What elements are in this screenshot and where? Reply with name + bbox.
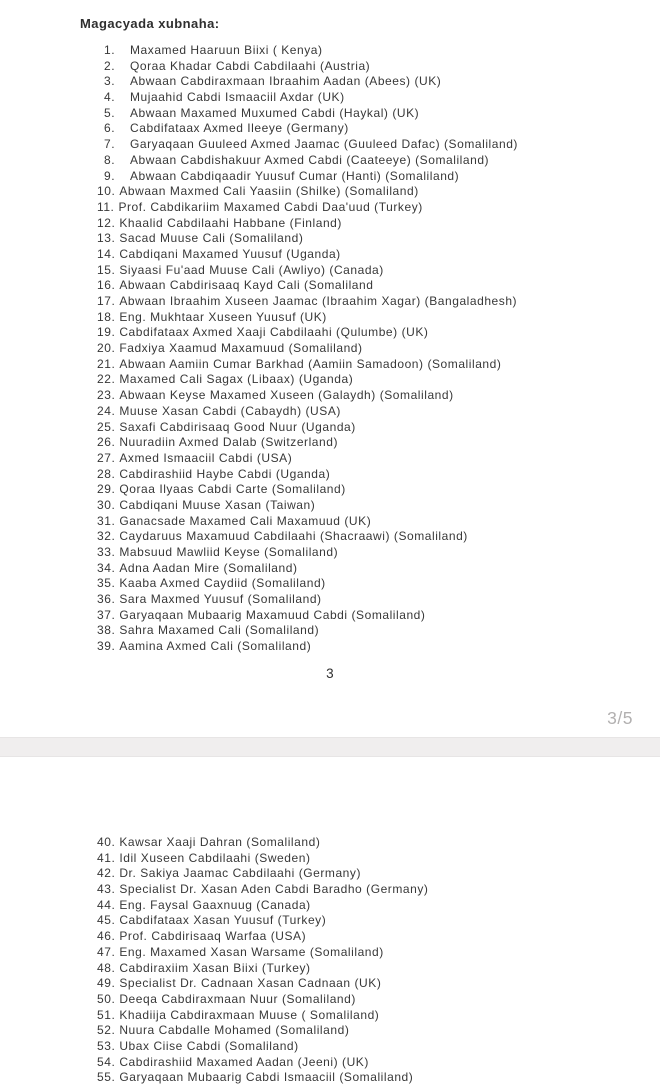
item-number: 37. [97, 607, 116, 622]
item-name: Khaalid Cabdilaahi Habbane (Finland) [119, 215, 342, 230]
item-name: Ubax Ciise Cabdi (Somaliland) [119, 1038, 299, 1053]
list-item [97, 529, 650, 545]
item-number: 35. [97, 576, 116, 591]
item-name: Eng. Mukhtaar Xuseen Yuusuf (UK) [119, 309, 327, 324]
page-indicator-badge: 3/5 [607, 708, 633, 728]
list-item [97, 945, 650, 961]
item-number: 1. [104, 43, 116, 57]
item-number: 49. [97, 976, 116, 991]
list-item [97, 576, 650, 592]
item-number: 41. [97, 850, 116, 865]
list-item [97, 1039, 650, 1055]
item-name: Mabsuud Mawliid Keyse (Somaliland) [119, 545, 339, 559]
item-number: 33. [97, 545, 116, 559]
document-page-4 [0, 757, 660, 1092]
item-name: Nuura Cabdalle Mohamed (Somaliland) [119, 1023, 350, 1038]
list-item [97, 561, 650, 577]
item-number: 12. [97, 215, 116, 230]
list-item [97, 1008, 650, 1024]
item-name: Abwaan Cabdishakuur Axmed Cabdi (Caateeye) (Somaliland) [130, 152, 490, 167]
item-name: Specialist Dr. Xasan Aden Cabdi Baradho (Germany) [119, 882, 429, 897]
item-name: Eng. Faysal Gaaxnuug (Canada) [119, 897, 311, 912]
item-name: Sacad Muuse Cali (Somaliland) [119, 231, 304, 246]
list-item [97, 184, 650, 200]
list-item [97, 43, 650, 59]
list-item [97, 310, 650, 326]
item-number: 19. [97, 325, 116, 340]
item-name: Axmed Ismaaciil Cabdi (USA) [119, 450, 293, 465]
item-name: Caydaruus Maxamuud Cabdilaahi (Shacraawi) (Somaliland) [119, 529, 468, 544]
list-item [97, 498, 650, 514]
list-item [97, 623, 650, 639]
list-item [97, 882, 650, 898]
list-item [97, 514, 650, 530]
list-item [97, 898, 650, 914]
list-item [97, 1070, 650, 1086]
list-item [97, 90, 650, 106]
item-number: 4. [104, 90, 116, 105]
item-name: Khadiija Cabdiraxmaan Muuse ( Somaliland) [119, 1007, 380, 1022]
page-gap-divider [0, 737, 660, 757]
item-number: 21. [97, 356, 116, 371]
item-name: Prof. Cabdirisaaq Warfaa (USA) [119, 929, 307, 944]
document-heading: Magacyada xubnaha: [80, 16, 220, 31]
item-number: 54. [97, 1054, 116, 1069]
item-name: Adna Aadan Mire (Somaliland) [119, 560, 298, 575]
item-name: Abwaan Cabdirisaaq Kayd Cali (Somaliland [119, 278, 374, 293]
item-number: 44. [97, 897, 116, 912]
list-item [97, 992, 650, 1008]
item-name: Saxafi Cabdirisaaq Good Nuur (Uganda) [119, 419, 356, 434]
item-number: 11. [97, 199, 115, 214]
member-list-40-55 [97, 835, 650, 1086]
list-item [97, 247, 650, 263]
list-item [97, 1055, 650, 1071]
list-item [97, 341, 650, 357]
item-name: Maxamed Haaruun Biixi ( Kenya) [130, 43, 323, 57]
item-name: Cabdiqani Muuse Xasan (Taiwan) [119, 497, 316, 512]
item-name: Abwaan Cabdiqaadir Yuusuf Cumar (Hanti) (Somaliland) [130, 168, 460, 183]
item-name: Fadxiya Xaamud Maxamuud (Somaliland) [119, 341, 363, 356]
list-item [97, 608, 650, 624]
list-item [97, 961, 650, 977]
list-item [97, 278, 650, 294]
list-item [97, 976, 650, 992]
item-number: 32. [97, 529, 116, 544]
page-footer-number: 3 [326, 666, 334, 681]
item-name: Qoraa Ilyaas Cabdi Carte (Somaliland) [119, 482, 346, 497]
item-number: 2. [104, 58, 116, 73]
list-item [97, 929, 650, 945]
item-name: Muuse Xasan Cabdi (Cabaydh) (USA) [119, 403, 341, 418]
list-item [97, 137, 650, 153]
list-item [97, 451, 650, 467]
list-item [97, 372, 650, 388]
item-number: 7. [104, 137, 116, 152]
item-name: Cabdifataax Axmed Ileeye (Germany) [130, 121, 349, 136]
item-number: 27. [97, 450, 116, 465]
item-name: Garyaqaan Mubaarig Cabdi Ismaaciil (Somaliland) [119, 1070, 414, 1085]
item-number: 23. [97, 388, 116, 403]
list-item [97, 866, 650, 882]
list-item [97, 435, 650, 451]
member-list-1-39 [97, 43, 650, 655]
list-item [97, 420, 650, 436]
item-number: 38. [97, 623, 116, 638]
item-number: 30. [97, 497, 116, 512]
item-name: Cabdifataax Axmed Xaaji Cabdilaahi (Qulumbe) (UK) [119, 325, 429, 340]
item-number: 29. [97, 482, 116, 497]
item-name: Cabdirashiid Haybe Cabdi (Uganda) [119, 466, 331, 481]
item-name: Deeqa Cabdiraxmaan Nuur (Somaliland) [119, 991, 356, 1006]
list-item [97, 913, 650, 929]
item-number: 26. [97, 435, 116, 450]
list-item [97, 294, 650, 310]
list-item [97, 106, 650, 122]
item-number: 48. [97, 960, 116, 975]
item-number: 36. [97, 592, 116, 607]
list-item [97, 231, 650, 247]
item-number: 45. [97, 913, 116, 928]
item-number: 28. [97, 466, 116, 481]
item-name: Qoraa Khadar Cabdi Cabdilaahi (Austria) [130, 58, 371, 73]
item-number: 9. [104, 168, 116, 183]
item-number: 47. [97, 944, 116, 959]
item-name: Idil Xuseen Cabdilaahi (Sweden) [119, 850, 311, 865]
list-item [97, 482, 650, 498]
list-item [97, 388, 650, 404]
list-item [97, 592, 650, 608]
item-name: Cabdirashiid Maxamed Aadan (Jeeni) (UK) [119, 1054, 369, 1069]
item-number: 53. [97, 1038, 116, 1053]
item-name: Nuuradiin Axmed Dalab (Switzerland) [119, 435, 339, 450]
item-name: Cabdiqani Maxamed Yuusuf (Uganda) [119, 246, 341, 261]
item-name: Sara Maxmed Yuusuf (Somaliland) [119, 592, 322, 607]
item-number: 16. [97, 278, 116, 293]
item-number: 13. [97, 231, 116, 246]
item-name: Prof. Cabdikariim Maxamed Cabdi Daa'uud (Turkey) [118, 199, 423, 214]
item-name: Abwaan Ibraahim Xuseen Jaamac (Ibraahim Xagar) (Bangaladhesh) [119, 294, 518, 308]
item-number: 34. [97, 560, 116, 575]
item-name: Dr. Sakiya Jaamac Cabdilaahi (Germany) [119, 866, 361, 881]
item-number: 50. [97, 991, 116, 1006]
item-name: Siyaasi Fu'aad Muuse Cali (Awliyo) (Canada) [119, 262, 384, 277]
item-name: Garyaqaan Mubaarig Maxamuud Cabdi (Somaliland) [119, 607, 426, 622]
item-name: Sahra Maxamed Cali (Somaliland) [119, 623, 320, 638]
item-number: 3. [104, 74, 116, 89]
item-number: 18. [97, 309, 116, 324]
list-item [97, 1023, 650, 1039]
list-item [97, 263, 650, 279]
item-name: Specialist Dr. Cadnaan Xasan Cadnaan (UK) [119, 976, 382, 991]
list-item [97, 835, 650, 851]
item-name: Abwaan Cabdiraxmaan Ibraahim Aadan (Abees) (UK) [130, 74, 442, 89]
list-item [97, 639, 650, 655]
item-name: Kawsar Xaaji Dahran (Somaliland) [119, 835, 321, 849]
list-item [97, 153, 650, 169]
list-item [97, 851, 650, 867]
item-name: Abwaan Maxmed Cali Yaasiin (Shilke) (Somaliland) [119, 184, 419, 199]
list-item [97, 325, 650, 341]
item-name: Maxamed Cali Sagax (Libaax) (Uganda) [119, 372, 354, 387]
item-number: 22. [97, 372, 116, 387]
item-name: Garyaqaan Guuleed Axmed Jaamac (Guuleed Dafac) (Somaliland) [130, 137, 518, 152]
list-item [97, 59, 650, 75]
list-item [97, 545, 650, 561]
item-number: 14. [97, 246, 116, 261]
item-name: Kaaba Axmed Caydiid (Somaliland) [119, 576, 326, 591]
item-number: 42. [97, 866, 116, 881]
item-name: Aamina Axmed Cali (Somaliland) [119, 639, 312, 654]
item-name: Abwaan Maxamed Muxumed Cabdi (Haykal) (UK) [130, 105, 420, 120]
item-number: 31. [97, 513, 116, 528]
list-item [97, 200, 650, 216]
item-number: 55. [97, 1070, 116, 1085]
list-item [97, 357, 650, 373]
list-item [97, 74, 650, 90]
item-number: 43. [97, 882, 116, 897]
item-number: 5. [104, 105, 116, 120]
list-item [97, 169, 650, 185]
item-number: 25. [97, 419, 116, 434]
item-number: 24. [97, 403, 116, 418]
item-name: Eng. Maxamed Xasan Warsame (Somaliland) [119, 944, 384, 959]
item-name: Abwaan Aamiin Cumar Barkhad (Aamiin Samadoon) (Somaliland) [119, 356, 502, 371]
item-number: 40. [97, 835, 116, 849]
item-number: 10. [97, 184, 116, 199]
list-item [97, 216, 650, 232]
list-item [97, 467, 650, 483]
item-number: 51. [97, 1007, 116, 1022]
item-number: 52. [97, 1023, 116, 1038]
item-name: Abwaan Keyse Maxamed Xuseen (Galaydh) (Somaliland) [119, 388, 454, 403]
item-name: Ganacsade Maxamed Cali Maxamuud (UK) [119, 513, 372, 528]
list-item [97, 121, 650, 137]
item-name: Mujaahid Cabdi Ismaaciil Axdar (UK) [130, 90, 345, 105]
item-number: 6. [104, 121, 116, 136]
list-item [97, 404, 650, 420]
item-number: 8. [104, 152, 116, 167]
item-name: Cabdifataax Xasan Yuusuf (Turkey) [119, 913, 327, 928]
item-number: 17. [97, 294, 116, 308]
item-number: 39. [97, 639, 116, 654]
item-number: 46. [97, 929, 116, 944]
item-number: 20. [97, 341, 116, 356]
item-name: Cabdiraxiim Xasan Biixi (Turkey) [119, 960, 311, 975]
item-number: 15. [97, 262, 116, 277]
